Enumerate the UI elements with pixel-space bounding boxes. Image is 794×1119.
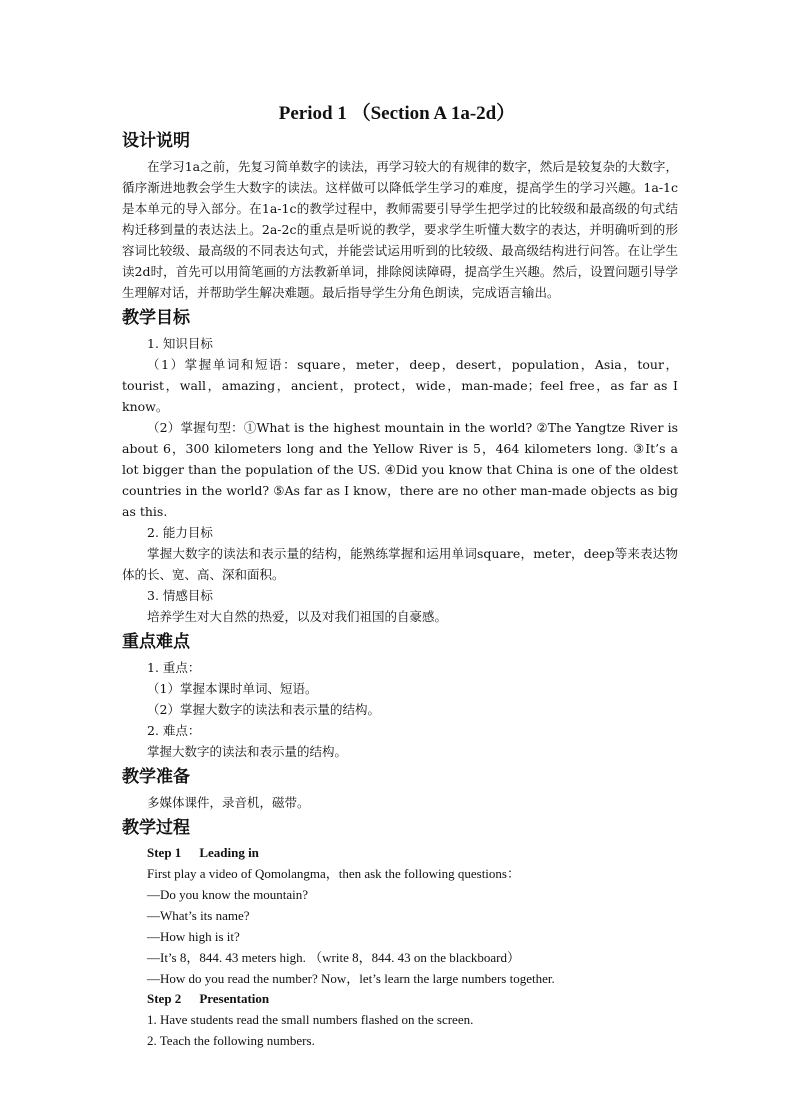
step1-line: —Do you know the mountain? [147,887,309,902]
step2-label: Step 2 [147,991,182,1006]
step2-line: 1. Have students read the small numbers flashed on the screen. [147,1012,474,1027]
prep-text: 多媒体课件，录音机，磁带。 [147,795,310,810]
section-heading-design: 设计说明 [122,131,190,151]
step1-heading [122,843,678,863]
step1-line: —How do you read the number? Now，let’s learn the large numbers together. [147,971,555,986]
page-title: Period 1 （Section A 1a-2d） [278,103,516,124]
keypoint-difficulty-text: 掌握大数字的读法和表示量的结构。 [147,744,348,759]
goal-item-knowledge: 1. 知识目标 [147,336,213,351]
goal-item-emotion: 3. 情感目标 [147,588,213,603]
goal-item-ability: 2. 能力目标 [147,525,213,540]
step2-title: Presentation [199,991,270,1006]
step2-lines [122,1009,678,1051]
step1-title: Leading in [199,845,259,860]
section-heading-keypoints: 重点难点 [122,632,190,652]
step1-line: —It’s 8，844. 43 meters high. （write 8，844. 43 on the blackboard） [147,950,520,965]
keypoint-item-difficulty: 2. 难点： [147,723,201,738]
step1-lines [122,863,678,989]
keypoint-focus-2: （2）掌握大数字的读法和表示量的结构。 [147,702,380,717]
goal-words-phrases: （1）掌握单词和短语：square，meter，deep，desert，population，Asia，tour，tourist，wall，amazing，ancient，protect，wide，man-made；feel free，as far as I know。 [122,357,678,414]
step2-line: 2. Teach the following numbers. [147,1033,315,1048]
step1-line: —What’s its name? [147,908,250,923]
step1-line: —How high is it? [147,929,240,944]
step2-heading [122,989,678,1009]
goal-emotion-text: 培养学生对大自然的热爱，以及对我们祖国的自豪感。 [147,609,448,624]
keypoint-item-focus: 1. 重点： [147,660,201,675]
document-body [122,126,678,1051]
design-paragraph: 在学习1a之前，先复习简单数字的读法，再学习较大的有规律的数字，然后是较复杂的大数字，循序渐进地教会学生大数字的读法。这样做可以降低学生学习的难度，提高学生的学习兴趣。1a-1c是本单元的导入部分。在1a-1c的教学过程中，教师需要引导学生把学过的比较级和最高级的句式结构迁移到量的表达法上。2a-2c的重点是听说的教学，要求学生听懂大数字的表达，并明确听到的形容词比较级、最高级的不同表达句式，并能尝试运用听到的比较级、最高级结构进行问答。在让学生读2d时，首先可以用简笔画的方法教新单词，排除阅读障碍，提高学生兴趣。然后，设置问题引导学生理解对话，并帮助学生解决难题。最后指导学生分角色朗读，完成语言输出。 [122,159,678,300]
section-heading-goals: 教学目标 [122,308,190,328]
keypoint-focus-1: （1）掌握本课时单词、短语。 [147,681,318,696]
step1-line: First play a video of Qomolangma，then ask the following questions： [147,866,520,881]
section-heading-prep: 教学准备 [122,767,190,787]
goal-sentence-patterns: （2）掌握句型：①What is the highest mountain in the world? ②The Yangtze River is about 6，300 kilometers long and the Yellow River is 5，464 kilometers long. ③It’s a lot bigger than the population of the US. ④Did you know that China is one of the oldest countries in the world? ⑤As far as I know，there are no other man-made objects as big as this. [122,420,678,519]
goal-ability-text: 掌握大数字的读法和表示量的结构，能熟练掌握和运用单词square，meter，deep等来表达物体的长、宽、高、深和面积。 [122,546,678,582]
step1-label: Step 1 [147,845,182,860]
section-heading-process: 教学过程 [122,818,190,838]
